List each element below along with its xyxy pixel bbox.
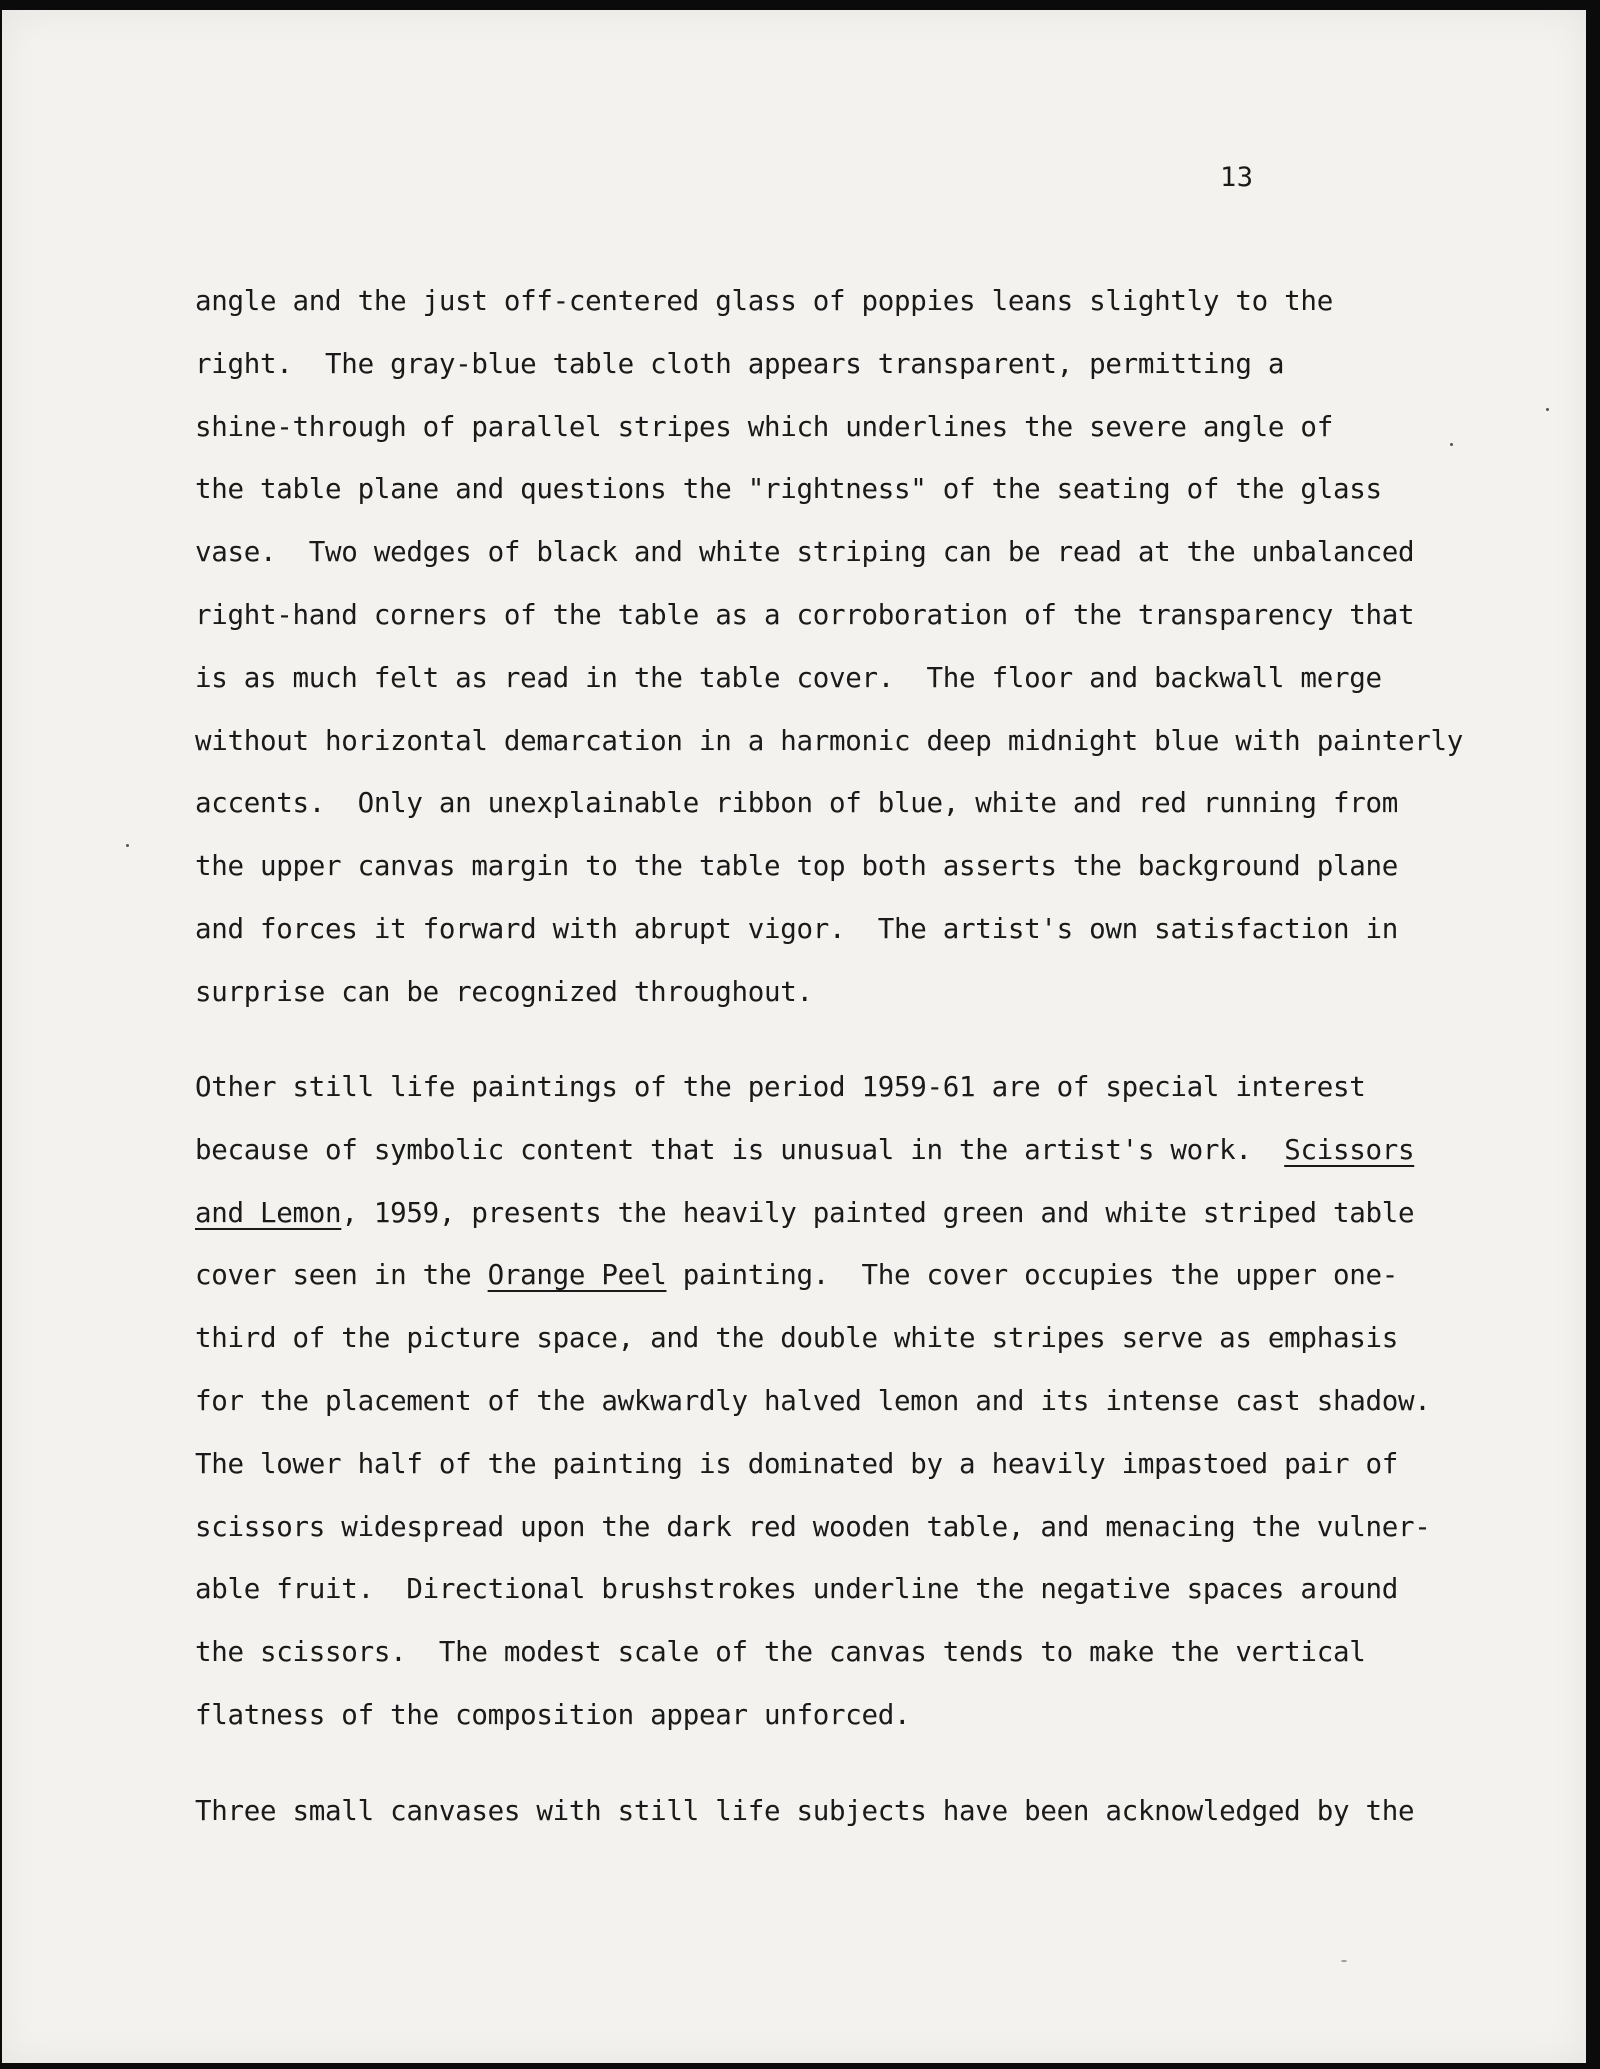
scan-speck [1546,408,1549,411]
artwork-title-orange-peel: Orange Peel [487,1259,667,1292]
text-line: right-hand corners of the table as a corroboration of the transparency that [195,598,1415,631]
text-line: surprise can be recognized throughout. [195,975,813,1008]
text-line: angle and the just off-centered glass of poppies leans slightly to the [195,285,1333,317]
text-line [195,1182,1431,1245]
text-line: right. The gray-blue table cloth appears transparent, permitting a [195,347,1285,380]
document-page [2,10,1586,2063]
text-segment: because of symbolic content that is unusual in the artist's work. [195,1133,1285,1166]
text-line [195,1119,1431,1182]
page-number: 13 [1220,162,1254,193]
text-line: the table plane and questions the "rightness" of the seating of the glass [195,473,1382,506]
text-line [195,1244,1431,1307]
scan-speck [126,844,129,847]
text-line: accents. Only an unexplainable ribbon of blue, white and red running from [195,787,1398,820]
text-segment: painting. The cover occupies the upper one- [666,1259,1398,1292]
text-line: Three small canvases with still life subjects have been acknowledged by the [195,1795,1415,1827]
text-line: and forces it forward with abrupt vigor. The artist's own satisfaction in [195,912,1398,945]
text-segment: , 1959, presents the heavily painted green and white striped table [341,1196,1415,1229]
paragraph-1 [195,270,1463,1024]
text-line: third of the picture space, and the double white stripes serve as emphasis [195,1322,1398,1355]
text-line: shine-through of parallel stripes which underlines the severe angle of [195,410,1333,443]
text-line: able fruit. Directional brushstrokes underline the negative spaces around [195,1573,1398,1606]
artwork-title-scissors-and-lemon: and Lemon [195,1196,342,1229]
text-segment: cover seen in the [195,1259,488,1292]
paragraph-2 [195,1056,1431,1747]
text-line: for the placement of the awkwardly halved lemon and its intense cast shadow. [195,1384,1431,1417]
text-line: The lower half of the painting is dominated by a heavily impastoed pair of [195,1447,1398,1480]
text-line: flatness of the composition appear unforced. [195,1698,911,1731]
artwork-title-scissors-and-lemon: Scissors [1284,1133,1415,1166]
text-line: is as much felt as read in the table cover. The floor and backwall merge [195,661,1382,694]
text-line: scissors widespread upon the dark red wooden table, and menacing the vulner- [195,1510,1431,1543]
text-line: Other still life paintings of the period 1959-61 are of special interest [195,1071,1366,1103]
scan-speck [1450,443,1453,446]
text-line: vase. Two wedges of black and white striping can be read at the unbalanced [195,536,1415,569]
scan-speck [1341,1960,1347,1962]
text-line: without horizontal demarcation in a harmonic deep midnight blue with painterly [195,724,1463,757]
paragraph-3 [195,1780,1414,1843]
text-line: the scissors. The modest scale of the canvas tends to make the vertical [195,1636,1366,1669]
text-line: the upper canvas margin to the table top both asserts the background plane [195,850,1398,883]
